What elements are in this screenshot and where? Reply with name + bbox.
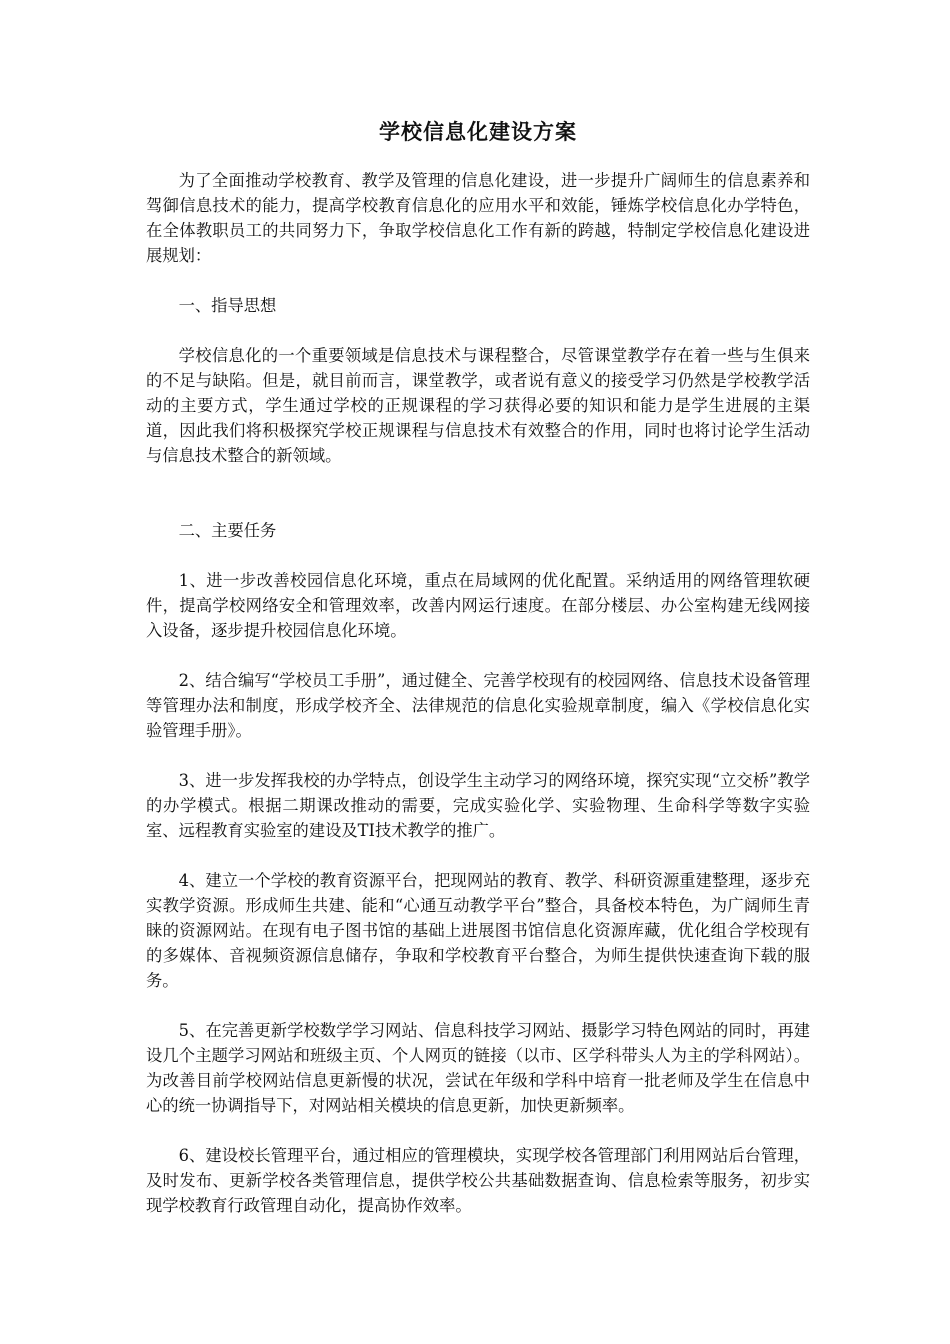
document-title: 学校信息化建设方案 (379, 120, 577, 144)
section-body-guiding-ideology: 学校信息化的一个重要领域是信息技术与课程整合，尽管课堂教学存在着一些与生俱来的不足与缺陷。但是，就目前而言，课堂教学，或者说有意义的接受学习仍然是学校教学活动的主要方式，学生通过学校的正规课程的学习获得必要的知识和能力是学生进展的主渠道，因此我们将积极探究学校正规课程与信息技术有效整合的作用，同时也将讨论学生活动与信息技术整合的新领域。 (146, 346, 810, 465)
task-item-3: 3、进一步发挥我校的办学特点，创设学生主动学习的网络环境，探究实现“立交桥”教学的办学模式。根据二期课改推动的需要，完成实验化学、实验物理、生命科学等数字实验室、远程教育实验室的建设及TI技术教学的推广。 (146, 771, 810, 840)
task-item-5: 5、在完善更新学校数学学习网站、信息科技学习网站、摄影学习特色网站的同时，再建设几个主题学习网站和班级主页、个人网页的链接（以市、区学科带头人为主的学科网站）。为改善目前学校网站信息更新慢的状况，尝试在年级和学科中培育一批老师及学生在信息中心的统一协调指导下，对网站相关模块的信息更新，加快更新频率。 (146, 1021, 810, 1115)
task-item-6: 6、建设校长管理平台，通过相应的管理模块，实现学校各管理部门利用网站后台管理，及时发布、更新学校各类管理信息，提供学校公共基础数据查询、信息检索等服务，初步实现学校教育行政管理自动化，提高协作效率。 (146, 1146, 810, 1215)
document-page (146, 118, 810, 1243)
task-item-4: 4、建立一个学校的教育资源平台，把现网站的教育、教学、科研资源重建整理，逐步充实教学资源。形成师生共建、能和“心通互动教学平台”整合，具备校本特色，为广阔师生青睐的资源网站。在现有电子图书馆的基础上进展图书馆信息化资源库藏，优化组合学校现有的多媒体、音视频资源信息储存，争取和学校教育平台整合，为师生提供快速查询下载的服务。 (146, 871, 810, 990)
section-heading-main-tasks: 二、主要任务 (178, 521, 277, 540)
section-heading-guiding-ideology: 一、指导思想 (178, 296, 277, 315)
intro-paragraph: 为了全面推动学校教育、教学及管理的信息化建设，进一步提升广阔师生的信息素养和驾御信息技术的能力，提高学校教育信息化的应用水平和效能，锤炼学校信息化办学特色，在全体教职员工的共同努力下，争取学校信息化工作有新的跨越，特制定学校信息化建设进展规划： (146, 171, 810, 265)
task-item-2: 2、结合编写“学校员工手册”，通过健全、完善学校现有的校园网络、信息技术设备管理等管理办法和制度，形成学校齐全、法律规范的信息化实验规章制度，编入《学校信息化实验管理手册》。 (146, 671, 810, 740)
task-item-1: 1、进一步改善校园信息化环境，重点在局域网的优化配置。采纳适用的网络管理软硬件，提高学校网络安全和管理效率，改善内网运行速度。在部分楼层、办公室构建无线网接入设备，逐步提升校园信息化环境。 (146, 571, 810, 640)
